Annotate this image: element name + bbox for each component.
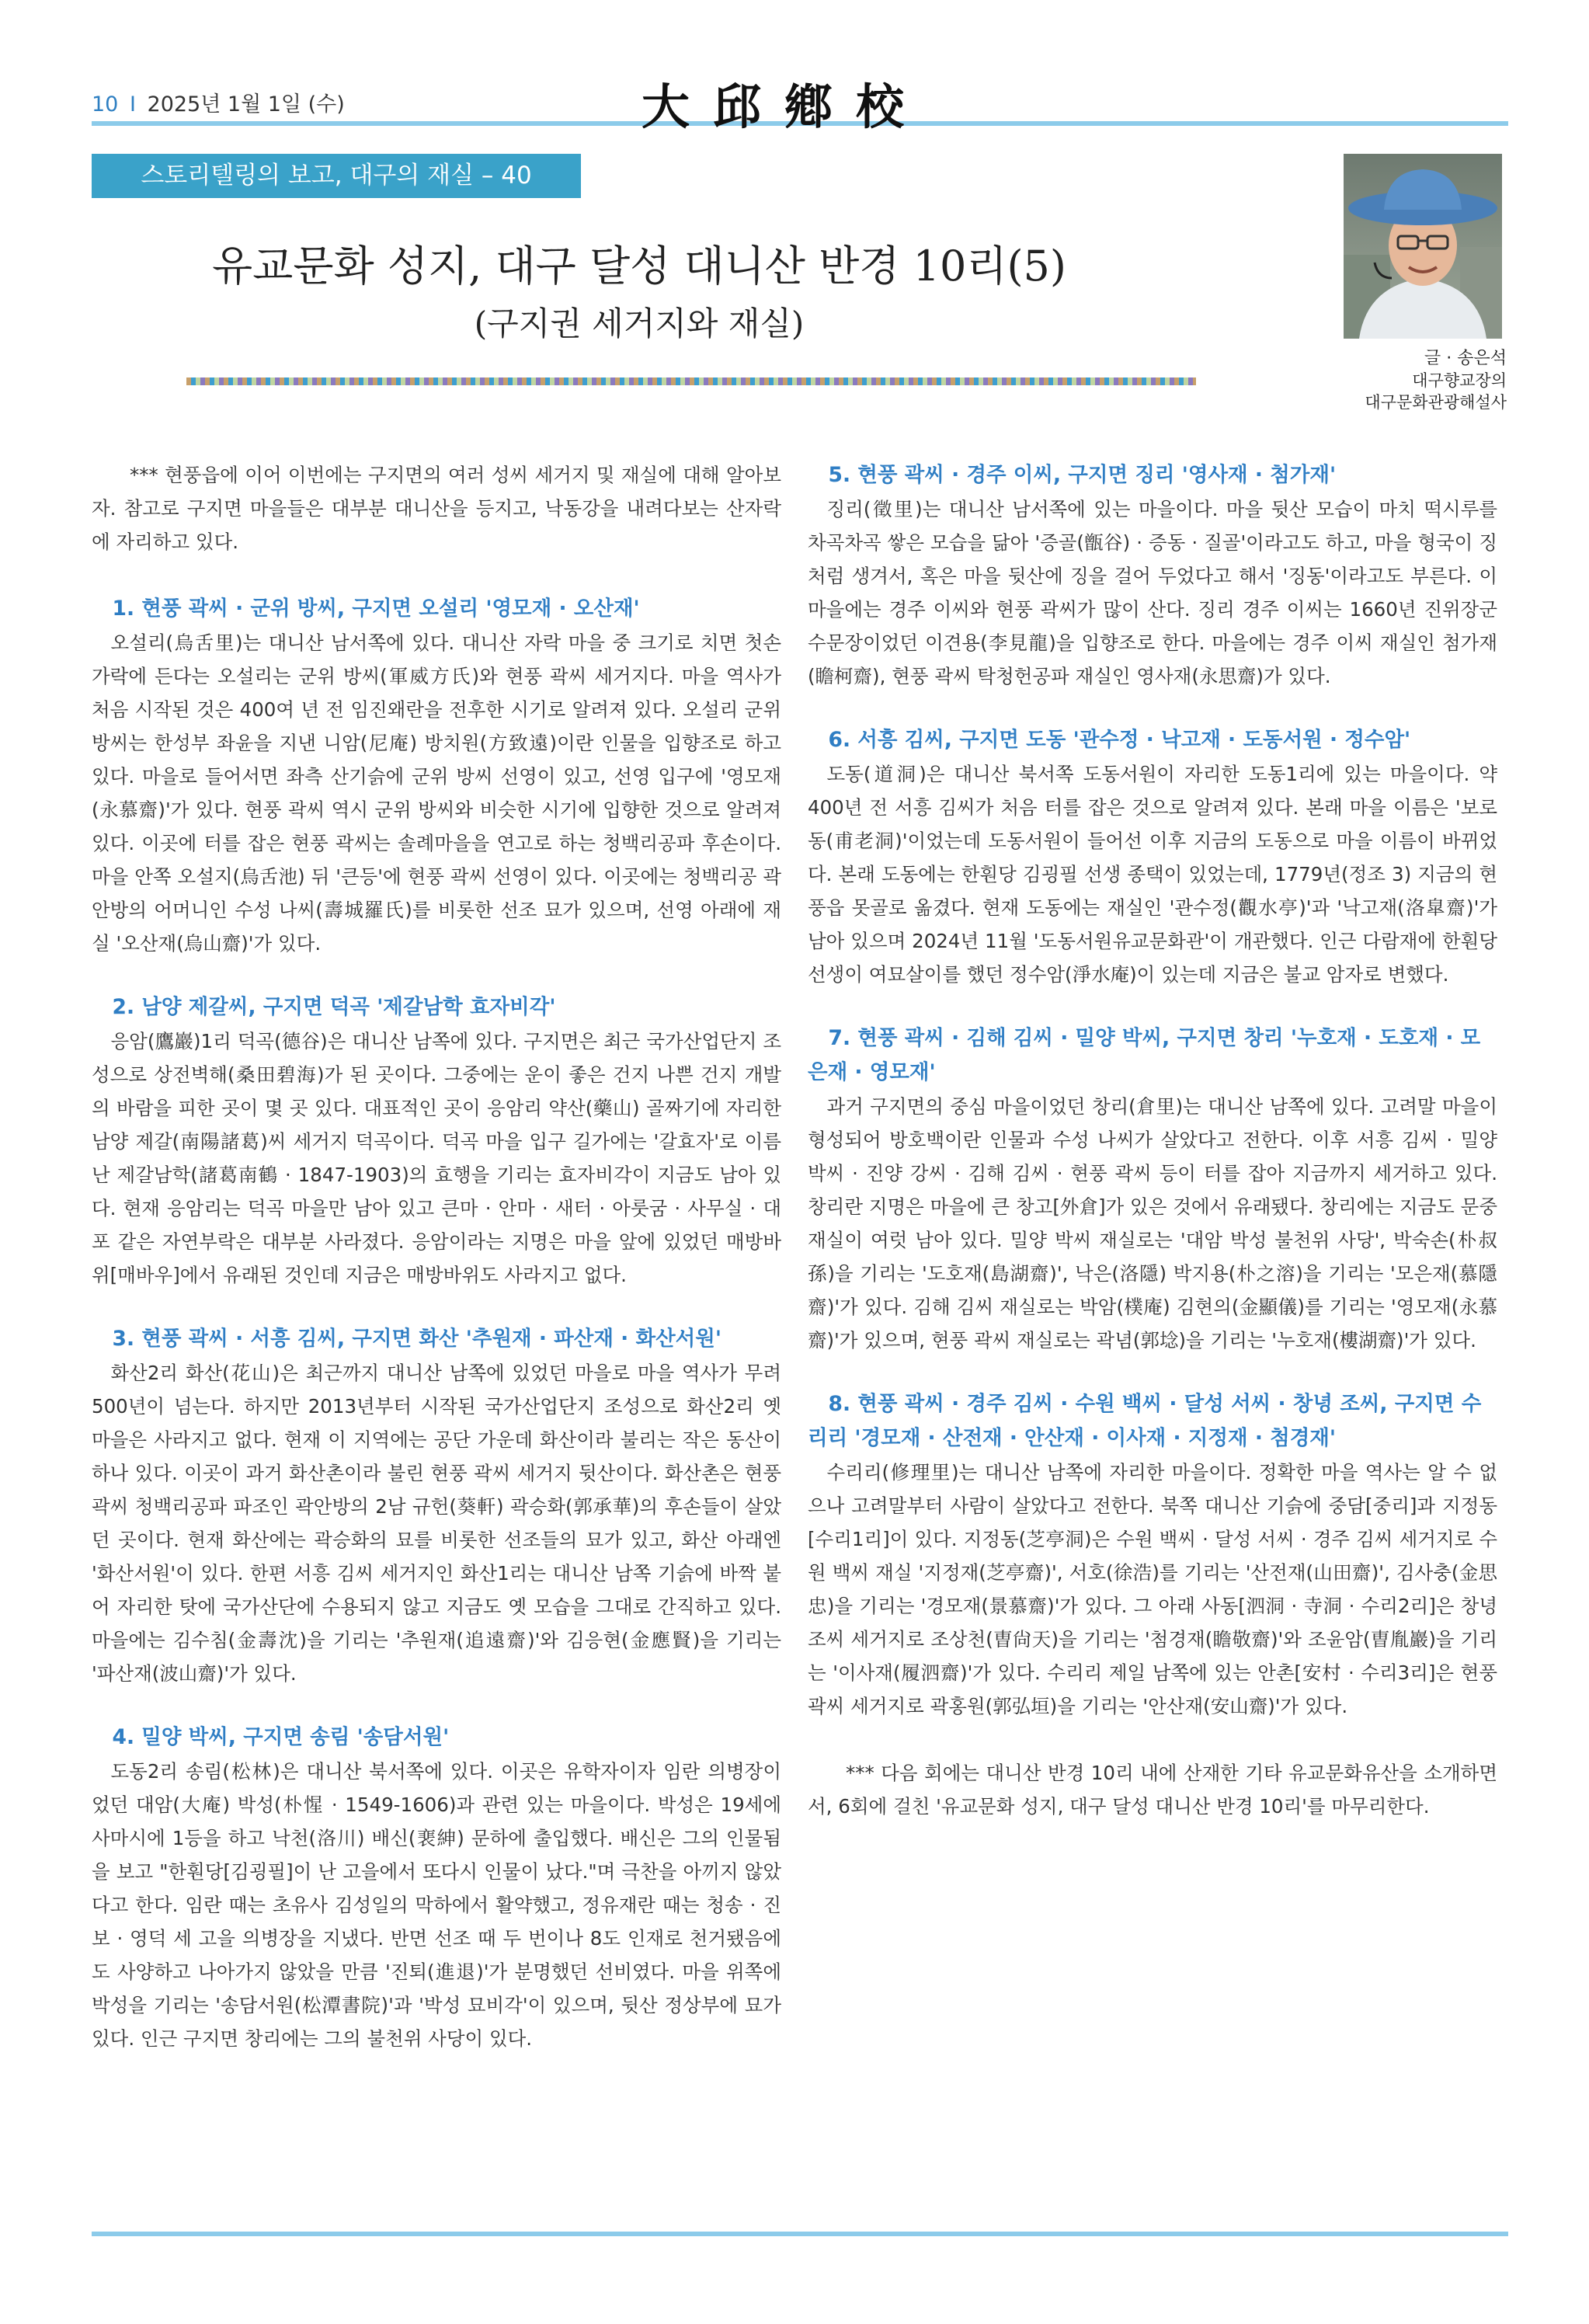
- section-8-body: 수리리(修理里)는 대니산 남쪽에 자리한 마을이다. 정확한 마을 역사는 알 수 없으나 고려말부터 사람이 살았다고 전한다. 북쪽 대니산 기슭에 중담[중리]과 지정동[수리1리]이 있다. 지정동(芝亭洞)은 수원 백씨 · 달성 서씨 · 경주 김씨 세거지로 수원 백씨 재실 '지정재(芝亭齋)', 서호(徐浩)를 기리는 '산전재(山田齋)', 김사충(金思忠)을 기리는 '경모재(景慕齋)'가 있다. 그 아래 사동[泗洞 · 寺洞 · 수리2리]은 창녕 조씨 세거지로 조상천(曺尙天)을 기리는 '첨경재(瞻敬齋)'와 조윤암(曺胤巖)을 기리는 '이사재(履泗齋)'가 있다. 수리리 제일 남쪽에 있는 안촌[安村 · 수리3리]은 현풍 곽씨 세거지로 곽홍원(郭弘垣)을 기리는 '안산재(安山齋)'가 있다.: [808, 1461, 1497, 1717]
- series-tag: 스토리텔링의 보고, 대구의 재실 – 40: [92, 154, 581, 198]
- article-column-left: [92, 458, 781, 2055]
- section-4-body: 도동2리 송림(松林)은 대니산 북서쪽에 있다. 이곳은 유학자이자 임란 의병장이었던 대암(大庵) 박성(朴惺 · 1549-1606)과 관련 있는 마을이다. 박성은 19세에 사마시에 1등을 하고 낙천(洛川) 배신(裵紳) 문하에 출입했다. 배신은 그의 인물됨을 보고 "한훤당[김굉필]이 난 고을에서 또다시 인물이 났다."며 극찬을 아끼지 않았다고 한다. 임란 때는 초유사 김성일의 막하에서 활약했고, 정유재란 때는 청송 · 진보 · 영덕 세 고을 의병장을 지냈다. 반면 선조 때 두 번이나 8도 인재로 천거됐음에도 사양하고 나아가지 않았을 만큼 '진퇴(進退)'가 분명했던 선비였다. 마을 위쪽에 박성을 기리는 '송담서원(松潭書院)'과 '박성 묘비각'이 있으며, 뒷산 정상부에 묘가 있다. 인근 구지면 창리에는 그의 불천위 사당이 있다.: [92, 1760, 781, 2050]
- author-role-1: 대구향교장의: [1412, 371, 1507, 390]
- page-header: [92, 87, 345, 117]
- title-divider: [186, 377, 1196, 385]
- section-4-heading: 4. 밀양 박씨, 구지면 송림 '송담서원': [112, 1725, 450, 1749]
- section-7-heading: 7. 현풍 곽씨 · 김해 김씨 · 밀양 박씨, 구지면 창리 '누호재 · 도호재 · 모은재 · 영모재': [808, 1026, 1481, 1084]
- section-1-heading: 1. 현풍 곽씨 · 군위 방씨, 구지면 오설리 '영모재 · 오산재': [112, 597, 640, 621]
- bottom-rule: [92, 2232, 1508, 2236]
- article-title: 유교문화 성지, 대구 달성 대니산 반경 10리(5): [212, 242, 1066, 290]
- header-separator: I: [129, 92, 136, 117]
- section-5-body: 징리(徵里)는 대니산 남서쪽에 있는 마을이다. 마을 뒷산 모습이 마치 떡시루를 차곡차곡 쌓은 모습을 닮아 '증골(甑谷) · 증동 · 질골'이라고도 하고, 마을 형국이 징처럼 생겨서, 혹은 마을 뒷산에 징을 걸어 두었다고 해서 '징동'이라고도 부른다. 이 마을에는 경주 이씨와 현풍 곽씨가 많이 산다. 징리 경주 이씨는 1660년 진위장군 수문장이었던 이견용(李見龍)을 입향조로 한다. 마을에는 경주 이씨 재실인 첨가재(瞻柯齋), 현풍 곽씨 탁청헌공파 재실인 영사재(永思齋)가 있다.: [808, 498, 1497, 687]
- section-2-heading: 2. 남양 제갈씨, 구지면 덕곡 '제갈남학 효자비각': [112, 995, 556, 1019]
- intro-paragraph: *** 현풍읍에 이어 이번에는 구지면의 여러 성씨 세거지 및 재실에 대해 알아보자. 참고로 구지면 마을들은 대부분 대니산을 등지고, 낙동강을 내려다보는 산자락에 자리하고 있다.: [92, 464, 781, 553]
- section-6-heading: 6. 서흥 김씨, 구지면 도동 '관수정 · 낙고재 · 도동서원 · 정수암': [828, 728, 1411, 752]
- author-byline: [1320, 348, 1507, 413]
- masthead-logo: 大邱鄕校: [641, 78, 927, 135]
- author-role-2: 대구문화관광해설사: [1365, 393, 1507, 412]
- author-photo: [1344, 154, 1502, 339]
- section-2-body: 응암(鷹巖)1리 덕곡(德谷)은 대니산 남쪽에 있다. 구지면은 최근 국가산업단지 조성으로 상전벽해(桑田碧海)가 된 곳이다. 그중에는 운이 좋은 건지 나쁜 건지 개발의 바람을 피한 곳이 몇 곳 있다. 대표적인 곳이 응암리 약산(藥山) 골짜기에 자리한 남양 제갈(南陽諸葛)씨 세거지 덕곡이다. 덕곡 마을 입구 길가에는 '갈효자'로 이름난 제갈남학(諸葛南鶴 · 1847-1903)의 효행을 기리는 효자비각이 지금도 남아 있다. 현재 응암리는 덕곡 마을만 남아 있고 큰마 · 안마 · 새터 · 아룻굼 · 사무실 · 대포 같은 자연부락은 대부분 사라졌다. 응암이라는 지명은 마을 앞에 있었던 매방바위[매바우]에서 유래된 것인데 지금은 매방바위도 사라지고 없다.: [92, 1030, 781, 1286]
- section-6-body: 도동(道洞)은 대니산 북서쪽 도동서원이 자리한 도동1리에 있는 마을이다. 약 400년 전 서흥 김씨가 처음 터를 잡은 것으로 알려져 있다. 본래 마을 이름은 '보로동(甫老洞)'이었는데 도동서원이 들어선 이후 지금의 도동으로 마을 이름이 바뀌었다. 본래 도동에는 한훤당 김굉필 선생 종택이 있었는데, 1779년(정조 3) 지금의 현풍읍 못골로 옮겼다. 현재 도동에는 재실인 '관수정(觀水亭)'과 '낙고재(洛皐齋)'가 남아 있으며 2024년 11월 '도동서원유교문화관'이 개관했다. 인근 다람재에 한훤당 선생이 여묘살이를 했던 정수암(淨水庵)이 있는데 지금은 불교 암자로 변했다.: [808, 763, 1497, 986]
- article-column-right: [808, 458, 1497, 1823]
- section-7-body: 과거 구지면의 중심 마을이었던 창리(倉里)는 대니산 남쪽에 있다. 고려말 마을이 형성되어 방호백이란 인물과 수성 나씨가 살았다고 전한다. 이후 서흥 김씨 · 밀양 박씨 · 진양 강씨 · 김해 김씨 · 현풍 곽씨 등이 터를 잡아 지금까지 세거하고 있다. 창리란 지명은 마을에 큰 창고[外倉]가 있은 것에서 유래됐다. 창리에는 지금도 문중 재실이 여럿 남아 있다. 밀양 박씨 재실로는 '대암 박성 불천위 사당', 박숙손(朴叔孫)을 기리는 '도호재(島湖齋)', 낙은(洛隱) 박지용(朴之溶)을 기리는 '모은재(慕隱齋)'가 있다. 김해 김씨 재실로는 박암(樸庵) 김현의(金顯儀)를 기리는 '영모재(永慕齋)'가 있으며, 현풍 곽씨 재실로는 곽념(郭埝)을 기리는 '누호재(樓湖齋)'가 있다.: [808, 1095, 1497, 1352]
- section-1-body: 오설리(烏舌里)는 대니산 남서쪽에 있다. 대니산 자락 마을 중 크기로 치면 첫손가락에 든다는 오설리는 군위 방씨(軍威方氏)와 현풍 곽씨 세거지다. 마을 역사가 처음 시작된 것은 400여 년 전 임진왜란을 전후한 시기로 알려져 있다. 오설리 군위 방씨는 한성부 좌윤을 지낸 니암(尼庵) 방치원(方致遠)이란 인물을 입향조로 하고 있다. 마을로 들어서면 좌측 산기슭에 군위 방씨 선영이 있고, 선영 입구에 '영모재(永慕齋)'가 있다. 현풍 곽씨 역시 군위 방씨와 비슷한 시기에 입향한 것으로 알려져 있다. 이곳에 터를 잡은 현풍 곽씨는 솔례마을을 연고로 하는 청백리공파 후손이다. 마을 안쪽 오설지(烏舌池) 뒤 '큰등'에 현풍 곽씨 선영이 있다. 이곳에는 청백리공 곽안방의 어머니인 수성 나씨(壽城羅氏)를 비롯한 선조 묘가 있으며, 선영 아래에 재실 '오산재(烏山齋)'가 있다.: [92, 631, 781, 955]
- author-name: 글 · 송은석: [1424, 349, 1507, 368]
- section-8-heading: 8. 현풍 곽씨 · 경주 김씨 · 수원 백씨 · 달성 서씨 · 창녕 조씨, 구지면 수리리 '경모재 · 산전재 · 안산재 · 이사재 · 지정재 · 첨경재': [808, 1392, 1482, 1450]
- section-5-heading: 5. 현풍 곽씨 · 경주 이씨, 구지면 징리 '영사재 · 첨가재': [828, 463, 1337, 487]
- page-number: 10: [92, 92, 119, 117]
- closing-note: *** 다음 회에는 대니산 반경 10리 내에 산재한 기타 유교문화유산을 소개하면서, 6회에 걸친 '유교문화 성지, 대구 달성 대니산 반경 10리'를 마무리한다.: [808, 1762, 1497, 1818]
- article-subtitle: (구지권 세거지와 재실): [474, 304, 805, 343]
- section-3-body: 화산2리 화산(花山)은 최근까지 대니산 남쪽에 있었던 마을로 마을 역사가 무려 500년이 넘는다. 하지만 2013년부터 시작된 국가산업단지 조성으로 화산2리 옛 마을은 사라지고 없다. 현재 이 지역에는 공단 가운데 화산이라 불리는 작은 동산이 하나 있다. 이곳이 과거 화산촌이라 불린 현풍 곽씨 세거지 뒷산이다. 화산촌은 현풍 곽씨 청백리공파 파조인 곽안방의 2남 규헌(葵軒) 곽승화(郭承華)의 후손들이 살았던 곳이다. 현재 화산에는 곽승화의 묘를 비롯한 선조들의 묘가 있고, 화산 아래엔 '화산서원'이 있다. 한편 서흥 김씨 세거지인 화산1리는 대니산 남쪽 기슭에 바짝 붙어 자리한 탓에 국가산단에 수용되지 않고 지금도 옛 모습을 그대로 간직하고 있다. 마을에는 김수침(金壽沈)을 기리는 '추원재(追遠齋)'와 김응현(金應賢)을 기리는 '파산재(波山齋)'가 있다.: [92, 1362, 781, 1685]
- issue-date: 2025년 1월 1일 (수): [147, 92, 345, 117]
- section-3-heading: 3. 현풍 곽씨 · 서흥 김씨, 구지면 화산 '추원재 · 파산재 · 화산서원': [112, 1327, 721, 1351]
